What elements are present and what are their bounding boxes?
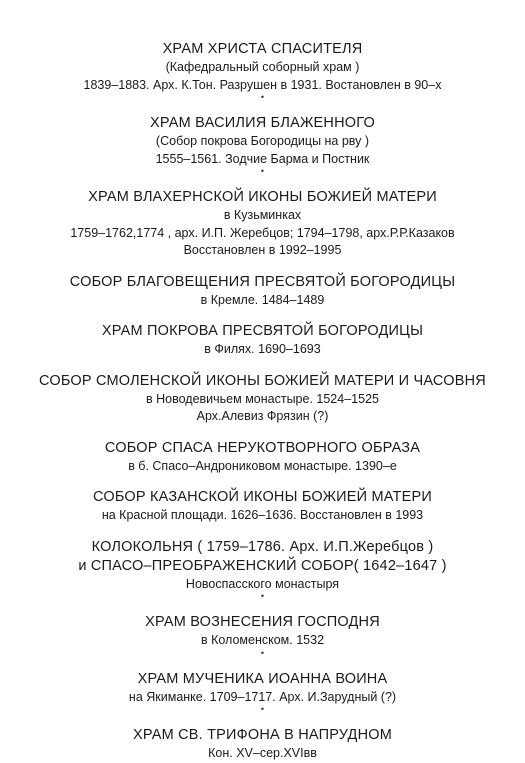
entry-subtitle: (Собор покрова Богородицы на рву ): [155, 134, 370, 148]
entry-details: 1555–1561. Зодчие Барма и Постник: [155, 151, 370, 166]
entry-details: на Красной площади. 1626–1636. Восстановлен в 1993: [101, 508, 424, 522]
entry-details: на Якиманке. 1709–1717. Арх. И.Зарудный (?): [128, 689, 397, 704]
entry-location: в Кузьминках: [223, 208, 302, 222]
entry-title: ХРАМ ХРИСТА СПАСИТЕЛЯ: [162, 41, 363, 57]
entry-details: 1759–1762,1774 , арх. И.П. Жеребцов; 1794–1798, арх.Р.Р.Казаков: [70, 225, 455, 240]
entry-architect: Арх.Алевиз Фрязин (?): [196, 409, 329, 423]
entry-kazan-icon: [93, 488, 432, 525]
entry-annunciation-cathedral: [70, 273, 455, 310]
entry-christ-the-saviour: [84, 40, 442, 101]
entry-smolensk-icon: [39, 372, 486, 426]
entry-details: в Филях. 1690–1693: [204, 342, 321, 356]
entry-blachernae-icon: [70, 188, 454, 260]
entry-bell-tower-transfiguration: [78, 538, 446, 601]
entry-details: в Новодевичьем монастыре. 1524–1525: [146, 391, 379, 406]
separator-dot: •: [260, 591, 265, 601]
entry-title: КОЛОКОЛЬНЯ ( 1759–1786. Арх. И.П.Жеребцов ): [91, 538, 434, 555]
separator-dot: •: [260, 92, 265, 102]
entry-st-tryphon: [133, 726, 392, 763]
separator-dot: •: [260, 647, 265, 658]
entry-title: ХРАМ ВЛАХЕРНСКОЙ ИКОНЫ БОЖИЕЙ МАТЕРИ: [88, 189, 437, 205]
entry-john-the-warrior: [129, 670, 396, 714]
entry-title-second-line: и СПАСО–ПРЕОБРАЖЕНСКИЙ СОБОР( 1642–1647 ): [78, 557, 447, 574]
entry-details: в Коломенском. 1532: [200, 633, 325, 647]
entry-details: Кон. XV–сер.XVIвв: [208, 746, 317, 760]
entry-title: ХРАМ ВОЗНЕСЕНИЯ ГОСПОДНЯ: [145, 614, 380, 630]
entry-title: ХРАМ СВ. ТРИФОНА В НАПРУДНОМ: [132, 727, 393, 743]
entry-intercession-fili: [102, 322, 423, 359]
entry-title: ХРАМ МУЧЕНИКА ИОАННА ВОИНА: [137, 670, 388, 687]
entry-ascension: [145, 613, 380, 657]
entry-title: СОБОР СПАСА НЕРУКОТВОРНОГО ОБРАЗА: [104, 439, 421, 456]
entry-title: СОБОР БЛАГОВЕЩЕНИЯ ПРЕСВЯТОЙ БОГОРОДИЦЫ: [69, 273, 456, 290]
separator-dot: •: [260, 704, 265, 714]
church-list: [0, 40, 525, 763]
entry-details: Новоспасского монастыря: [185, 576, 340, 591]
entry-title: СОБОР КАЗАНСКОЙ ИКОНЫ БОЖИЕЙ МАТЕРИ: [93, 489, 432, 505]
entry-restoration: Восстановлен в 1992–1995: [183, 243, 342, 257]
entry-subtitle: (Кафедральный соборный храм ): [165, 60, 360, 74]
entry-details: в б. Спасо–Андрониковом монастыре. 1390–е: [128, 458, 397, 473]
entry-details: в Кремле. 1484–1489: [200, 292, 325, 307]
entry-title: ХРАМ ВАСИЛИЯ БЛАЖЕННОГО: [150, 115, 375, 131]
separator-dot: •: [260, 166, 265, 176]
entry-saviour-not-made-by-hands: [105, 439, 420, 476]
entry-details: 1839–1883. Арх. К.Тон. Разрушен в 1931. Востановлен в 90–х: [83, 77, 442, 92]
entry-title: СОБОР СМОЛЕНСКОЙ ИКОНЫ БОЖИЕЙ МАТЕРИ И ЧАСОВНЯ: [39, 372, 486, 389]
entry-st-basil: [150, 114, 375, 175]
entry-title: ХРАМ ПОКРОВА ПРЕСВЯТОЙ БОГОРОДИЦЫ: [101, 323, 424, 339]
